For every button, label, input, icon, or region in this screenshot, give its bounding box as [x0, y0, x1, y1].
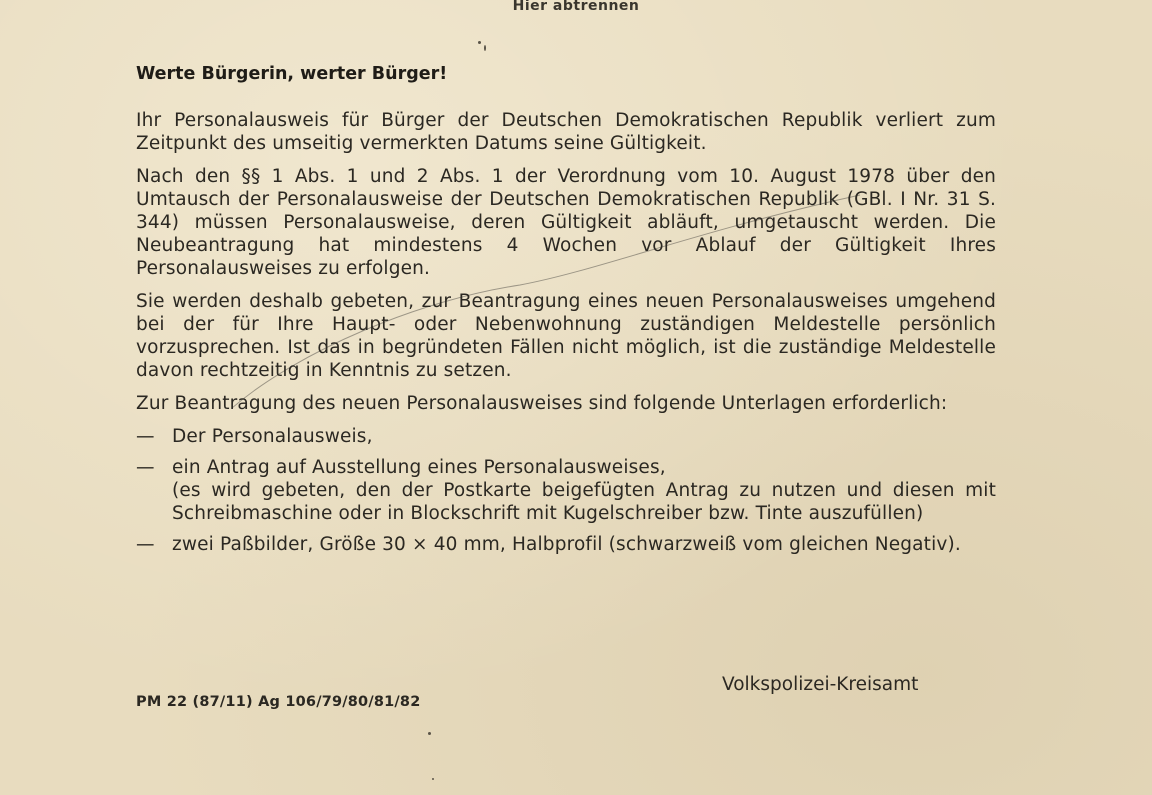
- form-code: PM 22 (87/11) Ag 106/79/80/81/82: [136, 694, 421, 710]
- paragraph-request: Sie werden deshalb gebeten, zur Beantragung eines neuen Personalausweises umgehend bei der für Ihre Haupt- oder Nebenwohnung zuständigen Meldestelle persönlich vorzusprechen. Ist das in begründeten Fällen nicht möglich, ist die zuständige Meldestelle davon rechtzeitig in Kenntnis zu setzen.: [136, 291, 996, 381]
- list-item-text: zwei Paßbilder, Größe 30 × 40 mm, Halbprofil (schwarzweiß vom gleichen Negativ).: [172, 534, 961, 555]
- dash-bullet: —: [136, 534, 155, 555]
- list-item-text: Der Personalausweis,: [172, 426, 373, 447]
- paragraph-validity: Ihr Personalausweis für Bürger der Deutschen Demokratischen Republik verliert zum Zeitpunkt des umseitig vermerkten Datums seine Gültigkeit.: [136, 110, 996, 154]
- list-item: [136, 425, 996, 448]
- paragraph-documents-intro: Zur Beantragung des neuen Personalausweises sind folgende Unterlagen erforderlich:: [136, 393, 948, 414]
- salutation: Werte Bürgerin, werter Bürger!: [136, 64, 448, 84]
- list-item: [136, 456, 996, 525]
- issuing-authority: Volkspolizei-Kreisamt: [722, 674, 919, 695]
- required-documents-list: [136, 425, 996, 556]
- paragraph-regulation: Nach den §§ 1 Abs. 1 und 2 Abs. 1 der Verordnung vom 10. August 1978 über den Umtausch der Personalausweise der Deutschen Demokratischen Republik (GBl. I Nr. 31 S. 344) müssen Personalausweise, deren Gültigkeit abläuft, umgetauscht werden. Die Neubeantragung hat mindestens 4 Wochen vor Ablauf der Gültigkeit Ihres Personalausweises zu erfolgen.: [136, 166, 996, 279]
- list-item-note: (es wird gebeten, den der Postkarte beigefügten Antrag zu nutzen und diesen mit Schreibmaschine oder in Blockschrift mit Kugelschreiber bzw. Tinte auszufüllen): [172, 480, 996, 524]
- letter-body: [136, 109, 996, 564]
- list-item-text: ein Antrag auf Ausstellung eines Personalausweises,: [172, 457, 666, 478]
- tear-off-label: Hier abtrennen: [512, 0, 640, 14]
- list-item: [136, 533, 996, 556]
- dash-bullet: —: [136, 457, 155, 478]
- dash-bullet: —: [136, 426, 155, 447]
